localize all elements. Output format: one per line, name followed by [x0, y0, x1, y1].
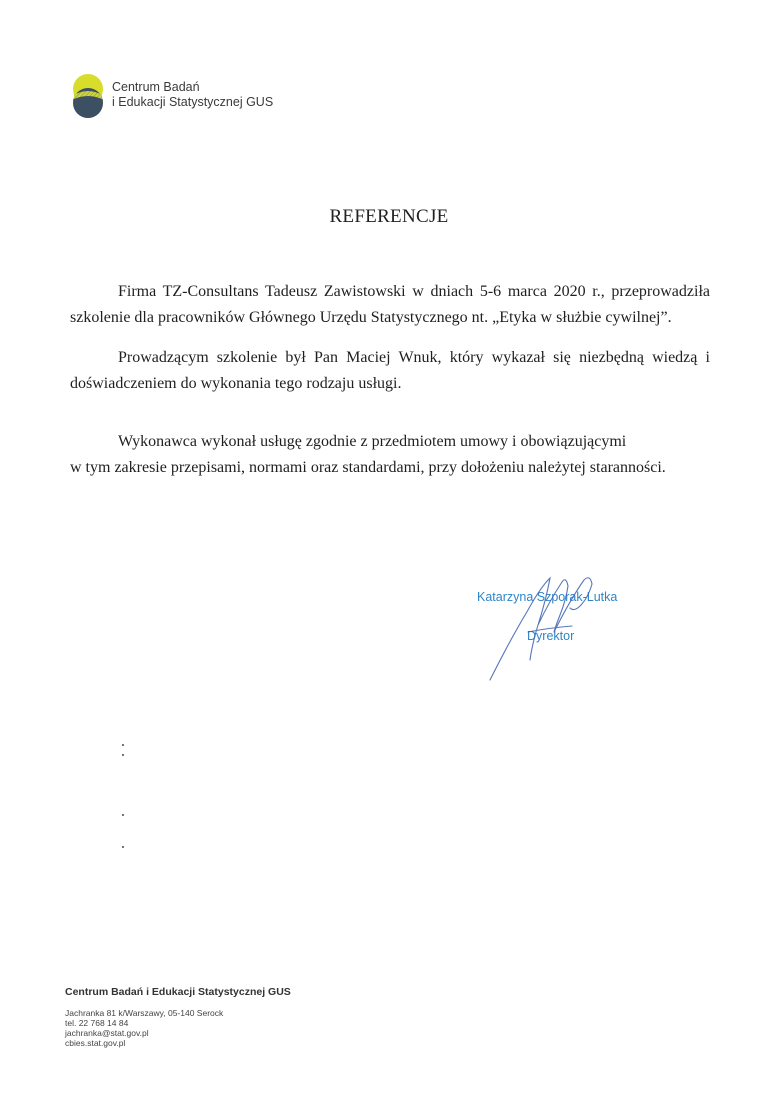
cbies-logo-icon — [70, 73, 106, 119]
footer-phone: tel. 22 768 14 84 — [65, 1018, 129, 1028]
footer-address: Jachranka 81 k/Warszawy, 05-140 Serock — [65, 1008, 224, 1018]
org-name-line2: i Edukacji Statystycznej GUS — [112, 95, 274, 109]
footer-title: Centrum Badań i Edukacji Statystycznej GUS — [65, 986, 291, 998]
handwritten-signature-icon — [480, 570, 630, 685]
paragraph-3-line1: Wykonawca wykonał usługę zgodnie z przedmiotem umowy i obowiązującymi — [118, 433, 627, 450]
signatory-role: Dyrektor — [527, 629, 575, 643]
paragraph-3 — [70, 429, 710, 481]
header-org-name — [112, 80, 273, 110]
paragraph-3-line2: w tym zakresie przepisami, normami oraz standardami, przy dołożeniu należytej staranności. — [70, 459, 666, 476]
org-name-line1: Centrum Badań — [112, 80, 200, 94]
footer-website-link[interactable]: cbies.stat.gov.pl — [65, 1038, 126, 1048]
paragraph-1 — [70, 279, 710, 331]
document-title: REFERENCJE — [329, 206, 449, 227]
footer-email-link[interactable]: jachranka@stat.gov.pl — [65, 1028, 149, 1038]
signatory-name: Katarzyna Szporak-Lutka — [477, 590, 618, 604]
paragraph-1-text: Firma TZ-Consultans Tadeusz Zawistowski w dniach 5-6 marca 2020 r., przeprowadziła szkolenie dla pracowników Głównego Urzędu Statystycznego nt. „Etyka w służbie cywilnej”. — [70, 283, 710, 326]
paragraph-2-text: Prowadzącym szkolenie był Pan Maciej Wnuk, który wykazał się niezbędną wiedzą i doświadczeniem do wykonania tego rodzaju usługi. — [70, 349, 710, 392]
paragraph-2 — [70, 345, 710, 397]
footer — [65, 986, 291, 1048]
